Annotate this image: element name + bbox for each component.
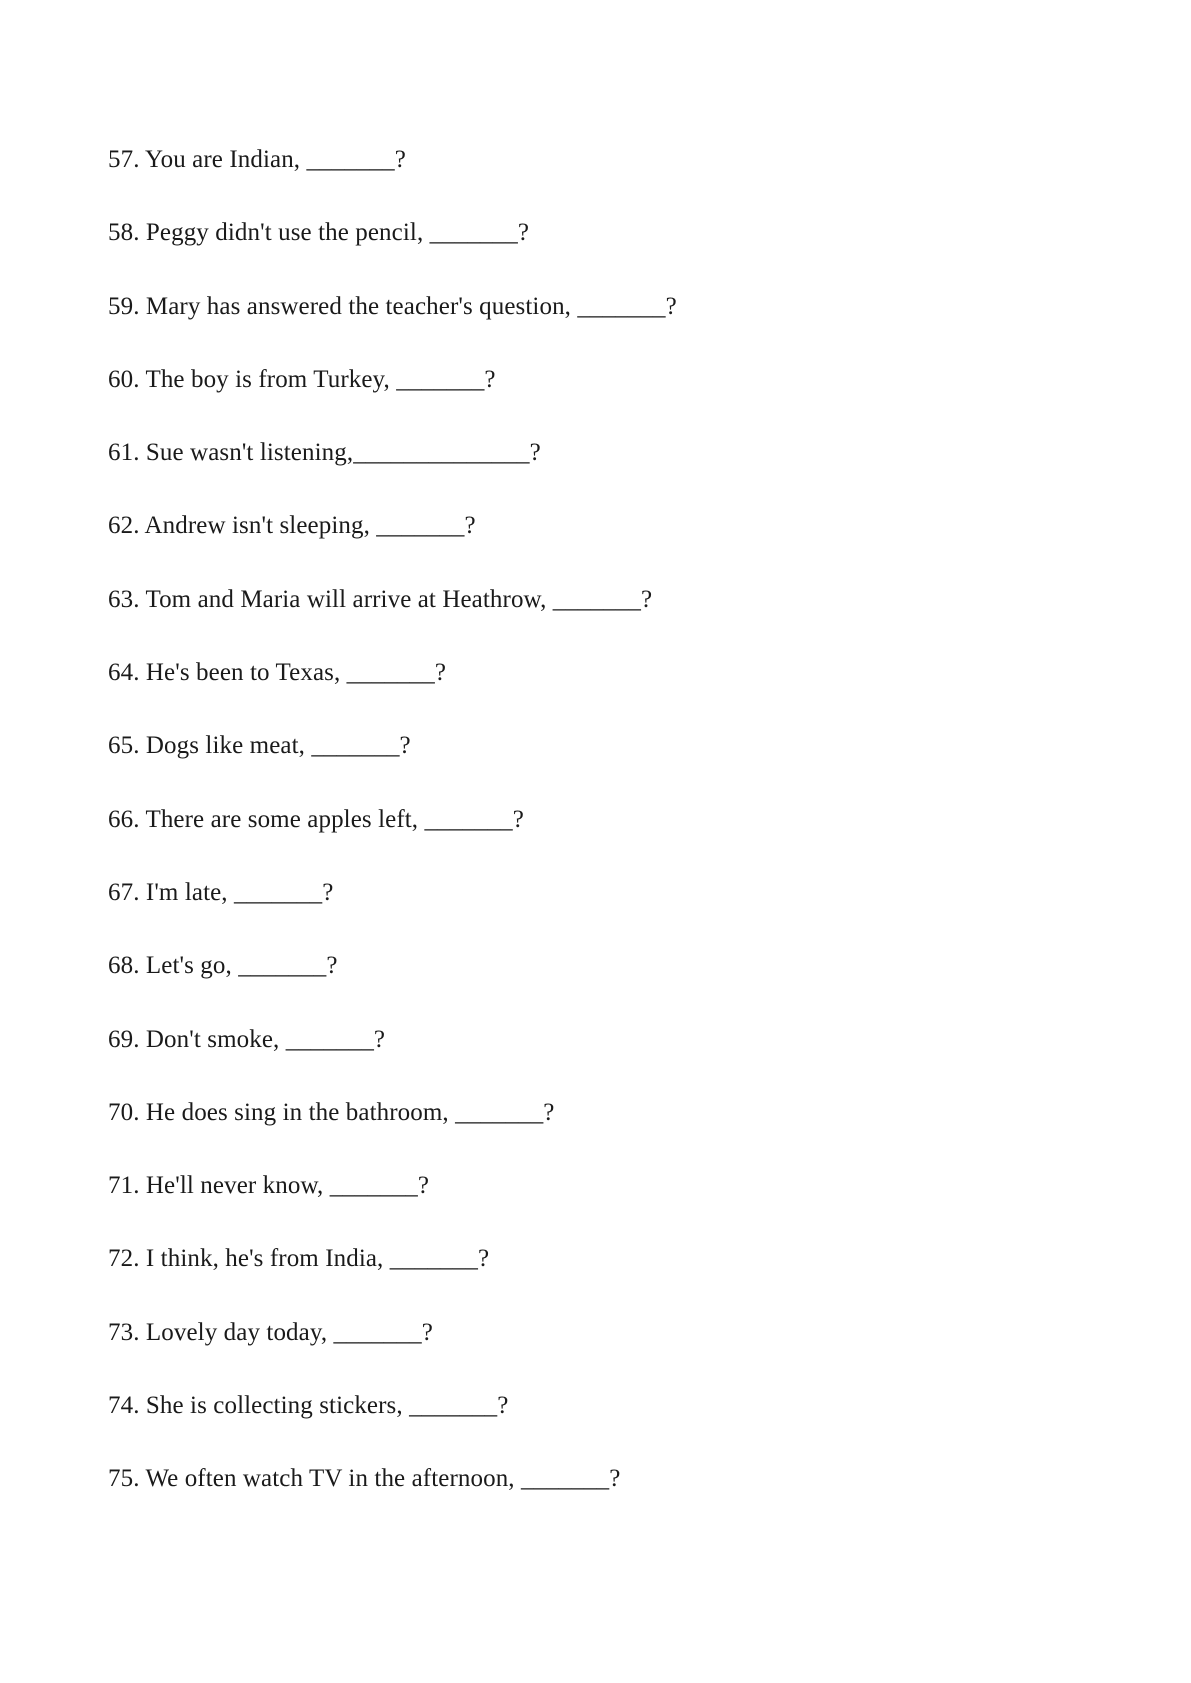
question-item: 64. He's been to Texas, _______?	[108, 659, 447, 687]
question-item: 68. Let's go, _______?	[108, 952, 338, 980]
question-item: 59. Mary has answered the teacher's question, _______?	[108, 292, 677, 320]
question-item: 65. Dogs like meat, _______?	[108, 732, 411, 760]
question-list	[108, 145, 677, 1538]
question-item: 66. There are some apples left, _______?	[108, 805, 524, 833]
question-item: 57. You are Indian, _______?	[108, 146, 406, 173]
question-item: 71. He'll never know, _______?	[108, 1172, 430, 1200]
question-item: 61. Sue wasn't listening,______________?	[108, 439, 541, 467]
question-item: 58. Peggy didn't use the pencil, _______?	[108, 219, 530, 247]
question-item: 74. She is collecting stickers, _______?	[108, 1392, 509, 1420]
question-item: 72. I think, he's from India, _______?	[108, 1245, 490, 1273]
question-item: 75. We often watch TV in the afternoon, _______?	[108, 1465, 621, 1493]
question-item: 60. The boy is from Turkey, _______?	[108, 365, 496, 393]
question-item: 69. Don't smoke, _______?	[108, 1025, 386, 1053]
question-item: 70. He does sing in the bathroom, _______?	[108, 1098, 555, 1126]
question-item: 63. Tom and Maria will arrive at Heathrow, _______?	[108, 585, 653, 613]
question-item: 62. Andrew isn't sleeping, _______?	[108, 512, 476, 540]
question-item: 67. I'm late, _______?	[108, 878, 334, 906]
question-item: 73. Lovely day today, _______?	[108, 1318, 433, 1346]
